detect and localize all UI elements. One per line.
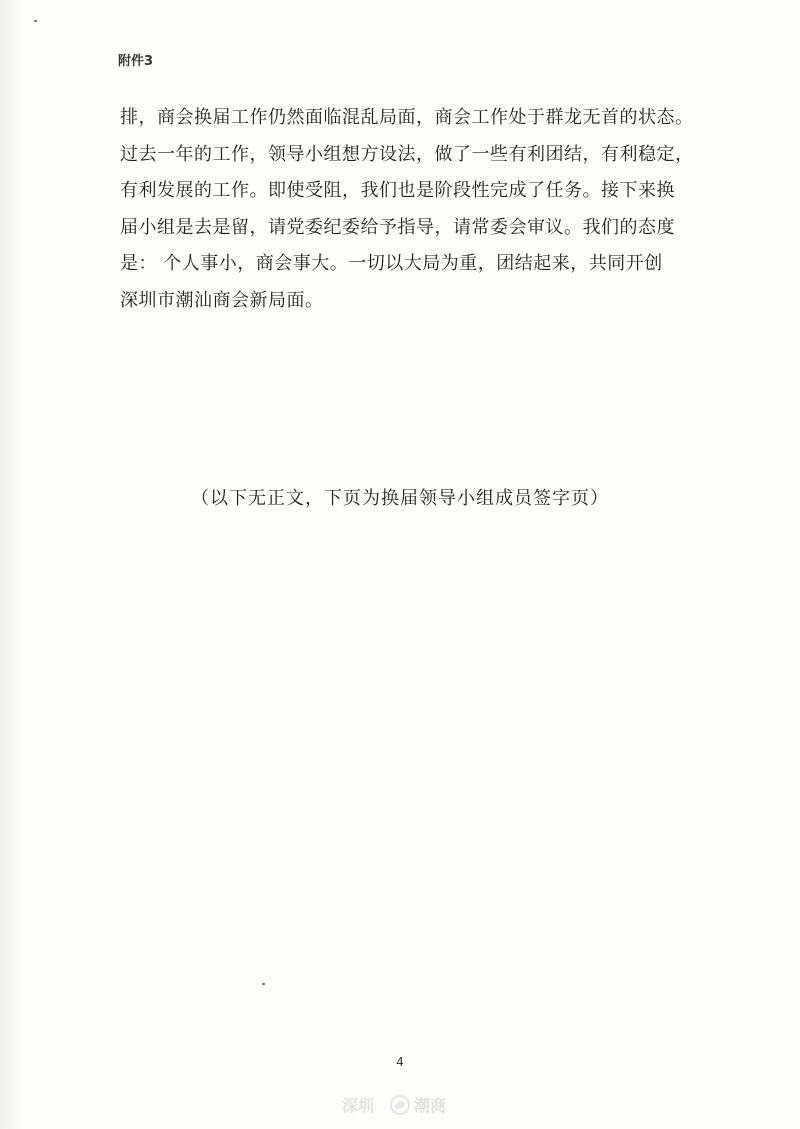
body-line: 排，商会换届工作仍然面临混乱局面，商会工作处于群龙无首的状态。 bbox=[120, 107, 694, 128]
scan-speck bbox=[262, 983, 265, 985]
scan-speck bbox=[34, 20, 37, 22]
svg-text:深圳: 深圳 bbox=[342, 1096, 375, 1115]
page-number: 4 bbox=[396, 1055, 404, 1069]
body-line: 过去一年的工作，领导小组想方设法，做了一些有利团结，有利稳定， bbox=[120, 143, 694, 165]
body-line: 有利发展的工作。即使受阻，我们也是阶段性完成了任务。接下来换 bbox=[120, 180, 675, 201]
watermark-logo bbox=[340, 1092, 460, 1118]
body-line: 深圳市潮汕商会新局面。 bbox=[120, 289, 324, 311]
body-line: 是： 个人事小，商会事大。一切以大局为重，团结起来，共同开创 bbox=[120, 253, 663, 274]
scan-shadow bbox=[0, 0, 22, 1129]
attachment-label: 附件3 bbox=[118, 54, 154, 69]
svg-text:潮商: 潮商 bbox=[414, 1096, 447, 1115]
no-further-text-note: （以下无正文，下页为换届领导小组成员签字页） bbox=[191, 488, 609, 509]
body-line: 届小组是去是留，请党委纪委给予指导，请常委会审议。我们的态度 bbox=[120, 216, 675, 238]
body-paragraph bbox=[120, 100, 700, 319]
